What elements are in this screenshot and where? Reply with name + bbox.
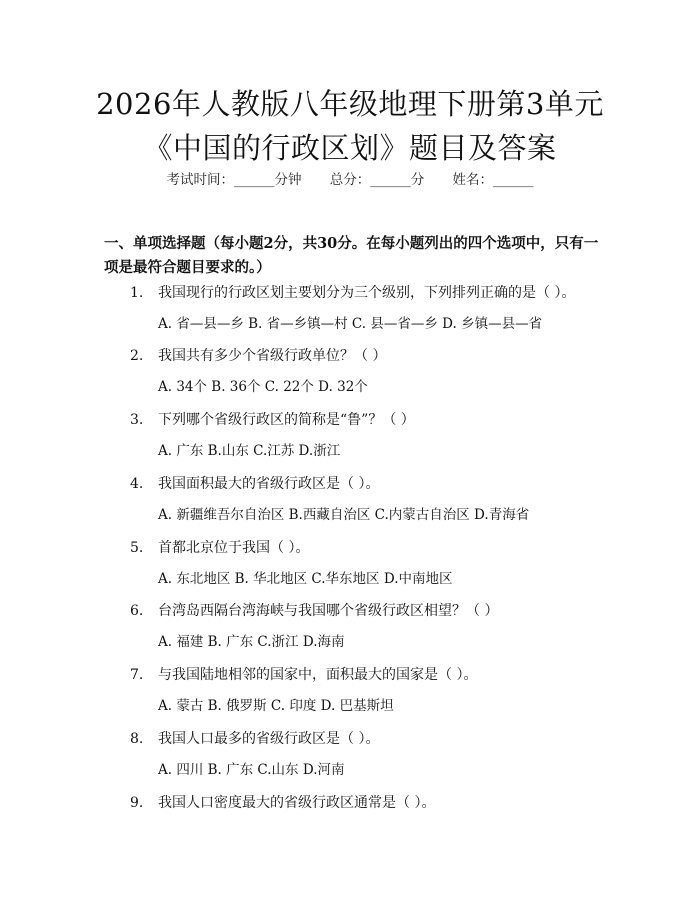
- question-text: 我国人口密度最大的省级行政区通常是（ ）。: [158, 795, 436, 811]
- question-number: 2.: [130, 348, 144, 364]
- question-number: 4.: [130, 476, 144, 492]
- question-number: 3.: [130, 412, 144, 428]
- student-name-label: 姓名：______: [452, 172, 534, 188]
- question-3-options: A. 广东 B.山东 C.江苏 D.浙江: [158, 443, 341, 459]
- question-7: [130, 665, 477, 685]
- question-number: 8.: [130, 731, 144, 747]
- question-4: [130, 474, 379, 494]
- question-5-options: A. 东北地区 B. 华北地区 C.华东地区 D.中南地区: [158, 571, 453, 587]
- question-2: [130, 346, 386, 366]
- question-number: 5.: [130, 540, 144, 556]
- question-text: 与我国陆地相邻的国家中，面积最大的国家是（ ）。: [158, 667, 478, 683]
- total-score-label: 总分：______分: [329, 172, 425, 188]
- question-7-options: A. 蒙古 B. 俄罗斯 C. 印度 D. 巴基斯坦: [158, 698, 394, 714]
- question-8: [130, 729, 379, 749]
- question-text: 下列哪个省级行政区的简称是“鲁”？（ ）: [158, 412, 415, 428]
- question-4-options: A. 新疆维吾尔自治区 B.西藏自治区 C.内蒙古自治区 D.青海省: [158, 507, 530, 523]
- question-number: 1.: [130, 285, 144, 301]
- question-number: 7.: [130, 667, 144, 683]
- question-text: 首都北京位于我国（ ）。: [158, 540, 310, 556]
- question-2-options: A. 34个 B. 36个 C. 22个 D. 32个: [158, 379, 368, 395]
- question-number: 6.: [130, 603, 144, 619]
- exam-time-label: 考试时间：______分钟: [166, 172, 302, 188]
- question-9: [130, 793, 435, 813]
- question-text: 我国面积最大的省级行政区是（ ）。: [158, 476, 380, 492]
- question-text: 我国人口最多的省级行政区是（ ）。: [158, 731, 380, 747]
- question-1: [130, 283, 575, 303]
- section-heading: 一、单项选择题（每小题2分，共30分。在每小题列出的四个选项中，只有一项是最符合题目要求的。）: [104, 235, 599, 276]
- question-6-options: A. 福建 B. 广东 C.浙江 D.海南: [158, 634, 345, 650]
- page-title: 2026年人教版八年级地理下册第3单元《中国的行政区划》题目及答案: [96, 87, 604, 165]
- question-5: [130, 538, 309, 558]
- question-6: [130, 601, 498, 621]
- question-text: 我国现行的行政区划主要划分为三个级别，下列排列正确的是（ ）。: [158, 285, 576, 301]
- question-number: 9.: [130, 795, 144, 811]
- question-text: 我国共有多少个省级行政单位？（ ）: [158, 348, 387, 364]
- question-3: [130, 410, 415, 430]
- exam-meta: [0, 168, 700, 188]
- question-8-options: A. 四川 B. 广东 C.山东 D.河南: [158, 762, 345, 778]
- question-1-options: A. 省—县—乡 B. 省—乡镇—村 C. 县—省—乡 D. 乡镇—县—省: [158, 316, 543, 332]
- question-text: 台湾岛西隔台湾海峡与我国哪个省级行政区相望？（ ）: [158, 603, 499, 619]
